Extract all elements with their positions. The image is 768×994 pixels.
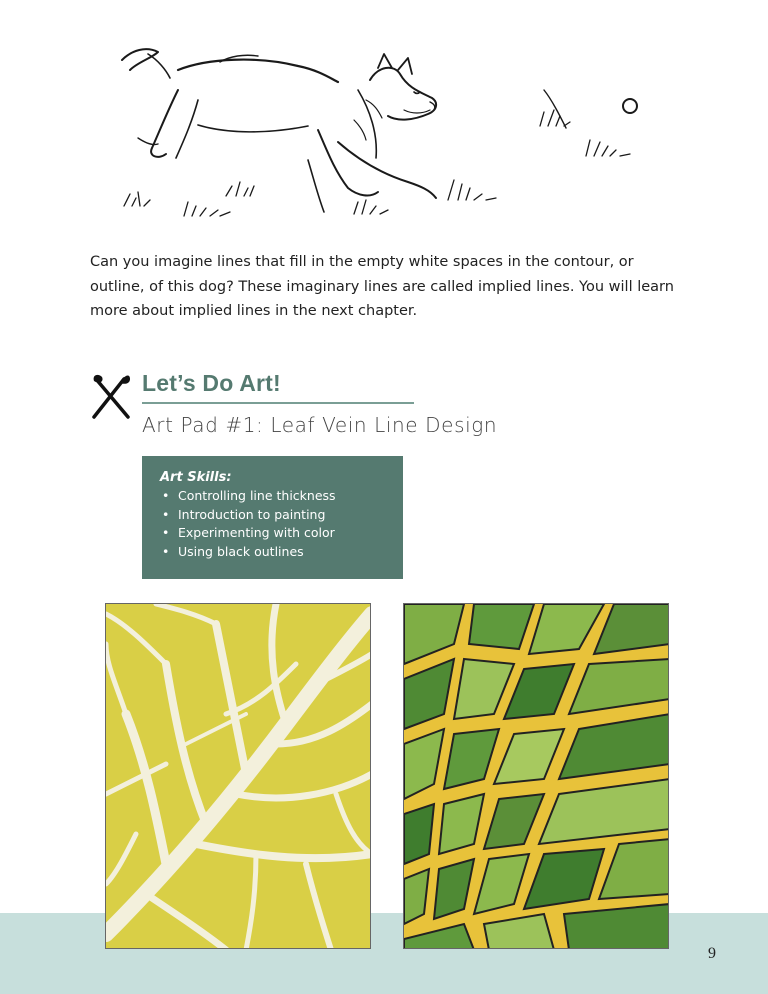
skills-list <box>160 487 385 561</box>
skill-item: • Experimenting with color <box>160 524 385 543</box>
section-subtitle: Art Pad #1: Leaf Vein Line Design <box>142 413 498 437</box>
dog-sketch-illustration <box>108 30 668 230</box>
skill-item: • Using black outlines <box>160 543 385 562</box>
skill-item: • Controlling line thickness <box>160 487 385 506</box>
page-number: 9 <box>708 945 716 962</box>
yellow-leaf-vein-image <box>105 603 371 949</box>
body-paragraph: Can you imagine lines that fill in the empty white spaces in the contour, or outline, of this dog? These imaginary lines are called implied lines. You will learn more about implied lines in the next chapter. <box>90 254 674 319</box>
green-leaf-vein-painting <box>403 603 669 949</box>
skills-heading: Art Skills: <box>160 470 232 485</box>
crossed-brushes-icon <box>90 373 132 421</box>
title-divider <box>142 402 414 404</box>
skill-item: • Introduction to painting <box>160 506 385 525</box>
section-title: Let’s Do Art! <box>142 370 281 396</box>
art-skills-box <box>142 456 403 579</box>
